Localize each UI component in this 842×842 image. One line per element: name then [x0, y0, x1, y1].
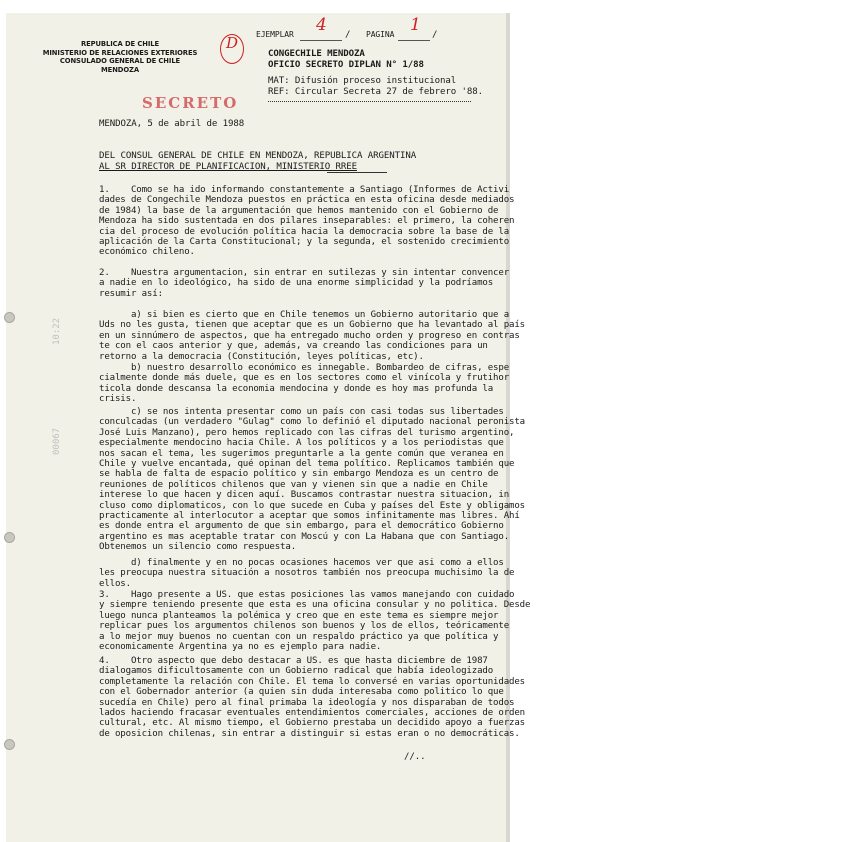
- margin-number: 00067: [52, 427, 62, 455]
- paragraph-2: 2. Nuestra argumentacion, sin entrar en sutilezas y sin intentar convencer a nadie en lo ideológico, ha sido de una enorme simplicidad y la podríamos resumir así:: [99, 268, 510, 299]
- margin-number: 10:22: [52, 317, 62, 345]
- ref-line1: CONGECHILE MENDOZA: [268, 49, 365, 59]
- addressee-line1: DEL CONSUL GENERAL DE CHILE EN MENDOZA, REPUBLICA ARGENTINA: [99, 151, 417, 161]
- addressee-line2: AL SR DIRECTOR DE PLANIFICACION, MINISTERIO RREE: [99, 162, 357, 172]
- punch-hole: [4, 312, 15, 323]
- annotation-letter: D: [226, 34, 238, 52]
- punch-hole: [4, 532, 15, 543]
- pagina-label: PAGINA: [366, 30, 395, 39]
- org-header: REPUBLICA DE CHILE MINISTERIO DE RELACIONES EXTERIORES CONSULADO GENERAL DE CHILE MENDOZA: [42, 40, 198, 74]
- pagina-underline: [398, 40, 430, 41]
- paragraph-2a: a) si bien es cierto que en Chile tenemos un Gobierno autoritario que a Uds no les gusta, tienen que aceptar que es un Gobierno que ha levantado al país en un sinnúmero de aspectos, que ha entregado mucho orden y progreso en contras te con el caos anterior y que, además, va creando las condiciones para un retorno a la democracia (Constitución, leyes políticas, etc).: [99, 310, 525, 362]
- slash: /: [345, 30, 351, 40]
- secreto-stamp: SECRETO: [142, 94, 239, 112]
- ref-dotted-rule: [268, 101, 471, 102]
- ref-line: REF: Circular Secreta 27 de febrero '88.: [268, 87, 483, 97]
- paragraph-2b: b) nuestro desarrollo económico es innegable. Bombardeo de cifras, espe cialmente donde más duele, que es en los sectores como el vinícola y frutihor ticola donde descansa la economia mendocina y donde es hoy mas profunda la crisis.: [99, 363, 510, 405]
- date-line: MENDOZA, 5 de abril de 1988: [99, 119, 245, 129]
- paragraph-2c: c) se nos intenta presentar como un país con casi todas sus libertades conculcadas (un verdadero "Gulag" como lo definió el diputado nacional peronista José Luis Manzano), pero hemos replicado con las cifras del turismo argentino, especialmente mendocino hacia Chile. A los políticos y a los periodistas que nos sacan el tema, les sugerimos preguntarle a la gente común que veranea en Chile y vuelve encantada, qué opinan del tema político. Replicamos también que se habla de falta de espacio político y sin embargo Mendoza es un centro de reuniones de políticos chilenos que van y vienen sin que a nadie en Chile interese lo que hacen y dicen aquí. Buscamos contrastar nuestra situacion, in cluso como diplomaticos, con lo que sucede en Cuba y países del Este y obligamos practicamente al interlocutor a aceptar que somos infinitamente mas libres. Ahí es donde entra el argumento de que sin embargo, para el democrático Gobierno argentino es mas aceptable tratar con Moscú y con La Habana que con Santiago. Obtenemos un silencio como respuesta.: [99, 407, 525, 553]
- continuation-mark: //..: [404, 752, 426, 762]
- ejemplar-value: 4: [316, 15, 327, 35]
- mat-line: MAT: Difusión proceso institucional: [268, 76, 457, 86]
- paragraph-3: 3. Hago presente a US. que estas posiciones las vamos manejando con cuidado y siempre teniendo presente que esta es una oficina consular y no politica. Desde luego nunca planteamos la polémica y creo que en este tema es siempre mejor replicar pues los argumentos chilenos son buenos y los de ellos, teóricamente a lo mejor muy buenos no cuentan con un respaldo práctico ya que política y economicamente Argentina ya no es ejemplo para nadie.: [99, 590, 531, 653]
- paragraph-4: 4. Otro aspecto que debo destacar a US. es que hasta diciembre de 1987 dialogamos dificultosamente con un Gobierno radical que había ideologizado completamente la relación con Chile. El tema lo conversé en varias oportunidades con el Gobernador anterior (a quien sin duda interesaba como politico lo que sucedía en Chile) pero al final primaba la ideología y nos disparaban de todos lados haciendo fracasar eventuales entendimientos comerciales, acciones de orden cultural, etc. Al mismo tiempo, el Gobierno prestaba un decidido apoyo a fuerzas de oposicion chilenas, sin entrar a distinguir si estas eran o no democráticas.: [99, 656, 525, 739]
- paragraph-1: 1. Como se ha ido informando constantemente a Santiago (Informes de Activi dades de Congechile Mendoza puestos en práctica en esta oficina desde mediados de 1984) la base de la argumentación que hemos mantenido con el Gobierno de Mendoza ha sido sustentada en dos pilares inseparables: el primero, la coheren cia del proceso de evolución política hacia la democracia sobre la base de la aplicación de la Carta Constitucional; y la segunda, el sostenido crecimiento económico chileno.: [99, 185, 515, 258]
- addressee-underline-extension: [327, 172, 387, 173]
- slash: /: [432, 30, 438, 40]
- ref-line2: OFICIO SECRETO DIPLAN N° 1/88: [268, 60, 424, 70]
- ejemplar-underline: [300, 40, 342, 41]
- paragraph-2d: d) finalmente y en no pocas ocasiones hacemos ver que asi como a ellos les preocupa nuestra situación a nosotros también nos preocupa muchisimo la de ellos.: [99, 558, 515, 589]
- punch-hole: [4, 739, 15, 750]
- ejemplar-label: EJEMPLAR: [256, 30, 294, 39]
- pagina-value: 1: [410, 15, 421, 35]
